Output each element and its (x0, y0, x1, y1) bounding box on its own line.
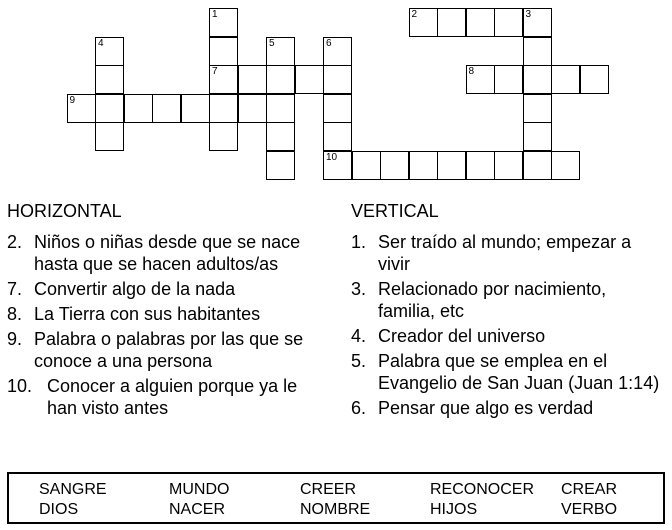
clue-number: 10. (7, 376, 33, 396)
clue-text: Creador del universo (378, 326, 546, 346)
clue-number-label: 7 (212, 66, 218, 77)
crossword-cell[interactable] (295, 65, 324, 94)
crossword-cell[interactable] (209, 37, 238, 66)
crossword-cell[interactable] (437, 151, 466, 180)
crossword-cell[interactable] (380, 151, 409, 180)
crossword-cell[interactable] (95, 65, 124, 94)
clue-text: La Tierra con sus habitantes (34, 304, 261, 324)
crossword-cell[interactable] (551, 151, 580, 180)
crossword-cell[interactable] (466, 8, 495, 37)
crossword-cell[interactable] (238, 94, 267, 123)
clue-number: 6. (351, 398, 367, 418)
clue-number-label: 3 (525, 9, 532, 20)
crossword-grid (0, 0, 672, 190)
word-bank-word: VERBO (561, 501, 618, 518)
crossword-cell[interactable] (466, 65, 495, 94)
crossword-cell[interactable] (209, 8, 238, 37)
vertical-clues (351, 231, 663, 422)
crossword-cell[interactable] (266, 151, 295, 180)
crossword-cell[interactable] (580, 65, 609, 94)
clue-number-label: 9 (69, 94, 76, 106)
clue-number-label: 8 (468, 66, 475, 77)
crossword-cell[interactable] (409, 8, 438, 37)
clue-number-label: 6 (326, 37, 332, 49)
crossword-cell[interactable] (181, 94, 210, 123)
clue-text: Convertir algo de la nada (34, 279, 236, 299)
crossword-cell[interactable] (266, 122, 295, 151)
crossword-cell[interactable] (266, 37, 295, 66)
clue-number: 3. (351, 279, 367, 299)
clue-text: Niños o niñas desde que se nace hasta que se hacen adultos/as (34, 232, 301, 274)
crossword-cell[interactable] (209, 94, 238, 123)
crossword-cell[interactable] (152, 94, 181, 123)
clue-text: Palabra o palabras por las que se conoce a una persona (34, 329, 304, 371)
clue-number-label: 4 (98, 37, 104, 49)
clue-horizontal-2 (7, 231, 307, 275)
clue-number: 1. (351, 232, 367, 252)
crossword-cell[interactable] (409, 151, 438, 180)
clue-text: Pensar que algo es verdad (378, 398, 594, 418)
crossword-cell[interactable] (95, 122, 124, 151)
clue-number-label: 10 (326, 151, 338, 163)
clue-number: 7. (7, 279, 23, 299)
crossword-cell[interactable] (523, 8, 552, 37)
clue-number: 9. (7, 329, 23, 349)
crossword-cell[interactable] (523, 122, 552, 151)
clue-vertical-3 (351, 278, 663, 322)
crossword-cell[interactable] (494, 151, 523, 180)
crossword-cell[interactable] (494, 8, 523, 37)
word-bank-word: NOMBRE (300, 501, 371, 518)
clue-horizontal-7 (7, 278, 307, 300)
clue-horizontal-10 (7, 375, 307, 419)
word-bank-word: DIOS (39, 501, 79, 518)
clue-vertical-5 (351, 350, 663, 394)
crossword-cell[interactable] (209, 65, 238, 94)
crossword-cell[interactable] (523, 151, 552, 180)
clue-vertical-1 (351, 231, 663, 275)
crossword-cell[interactable] (266, 65, 295, 94)
clue-text: Conocer a alguien porque ya le han visto antes (47, 376, 298, 418)
crossword-cell[interactable] (523, 94, 552, 123)
word-bank-word: CREAR (561, 481, 618, 498)
clue-number: 2. (7, 232, 23, 252)
clue-vertical-6 (351, 397, 663, 419)
crossword-cell[interactable] (352, 151, 381, 180)
clue-text: Palabra que se emplea en el Evangelio de San Juan (Juan 1:14) (378, 351, 660, 393)
crossword-cell[interactable] (209, 122, 238, 151)
clue-number: 8. (7, 304, 23, 324)
clue-horizontal-9 (7, 328, 307, 372)
clue-number-label: 2 (411, 9, 418, 20)
crossword-cell[interactable] (323, 94, 352, 123)
crossword-cell[interactable] (323, 65, 352, 94)
word-bank (7, 472, 665, 524)
word-bank-word: HIJOS (430, 501, 478, 518)
crossword-cell[interactable] (551, 65, 580, 94)
horizontal-heading: HORIZONTAL (7, 201, 122, 221)
crossword-cell[interactable] (466, 151, 495, 180)
clue-vertical-4 (351, 325, 663, 347)
word-bank-word: NACER (169, 501, 226, 518)
crossword-cell[interactable] (67, 94, 96, 123)
crossword-cell[interactable] (124, 94, 153, 123)
crossword-cell[interactable] (95, 37, 124, 66)
crossword-cell[interactable] (437, 8, 466, 37)
crossword-cell[interactable] (95, 94, 124, 123)
crossword-cell[interactable] (238, 65, 267, 94)
crossword-cell[interactable] (323, 151, 352, 180)
word-bank-word: CREER (300, 481, 357, 498)
clue-text: Relacionado por nacimiento, familia, etc (378, 279, 607, 321)
crossword-cell[interactable] (323, 122, 352, 151)
crossword-cell[interactable] (266, 94, 295, 123)
clue-number-label: 5 (269, 37, 275, 49)
clue-number: 5. (351, 351, 367, 371)
word-bank-word: RECONOCER (430, 481, 535, 498)
clue-horizontal-8 (7, 303, 307, 325)
clue-number: 4. (351, 326, 367, 346)
horizontal-clues (7, 231, 307, 422)
clue-text: Ser traído al mundo; empezar a vivir (378, 232, 632, 274)
crossword-cell[interactable] (323, 37, 352, 66)
word-bank-word: SANGRE (39, 481, 107, 498)
crossword-cell[interactable] (494, 65, 523, 94)
crossword-cell[interactable] (523, 37, 552, 66)
vertical-heading: VERTICAL (351, 201, 439, 221)
clue-number-label: 1 (212, 9, 218, 20)
word-bank-word: MUNDO (169, 481, 230, 498)
crossword-cell[interactable] (523, 65, 552, 94)
